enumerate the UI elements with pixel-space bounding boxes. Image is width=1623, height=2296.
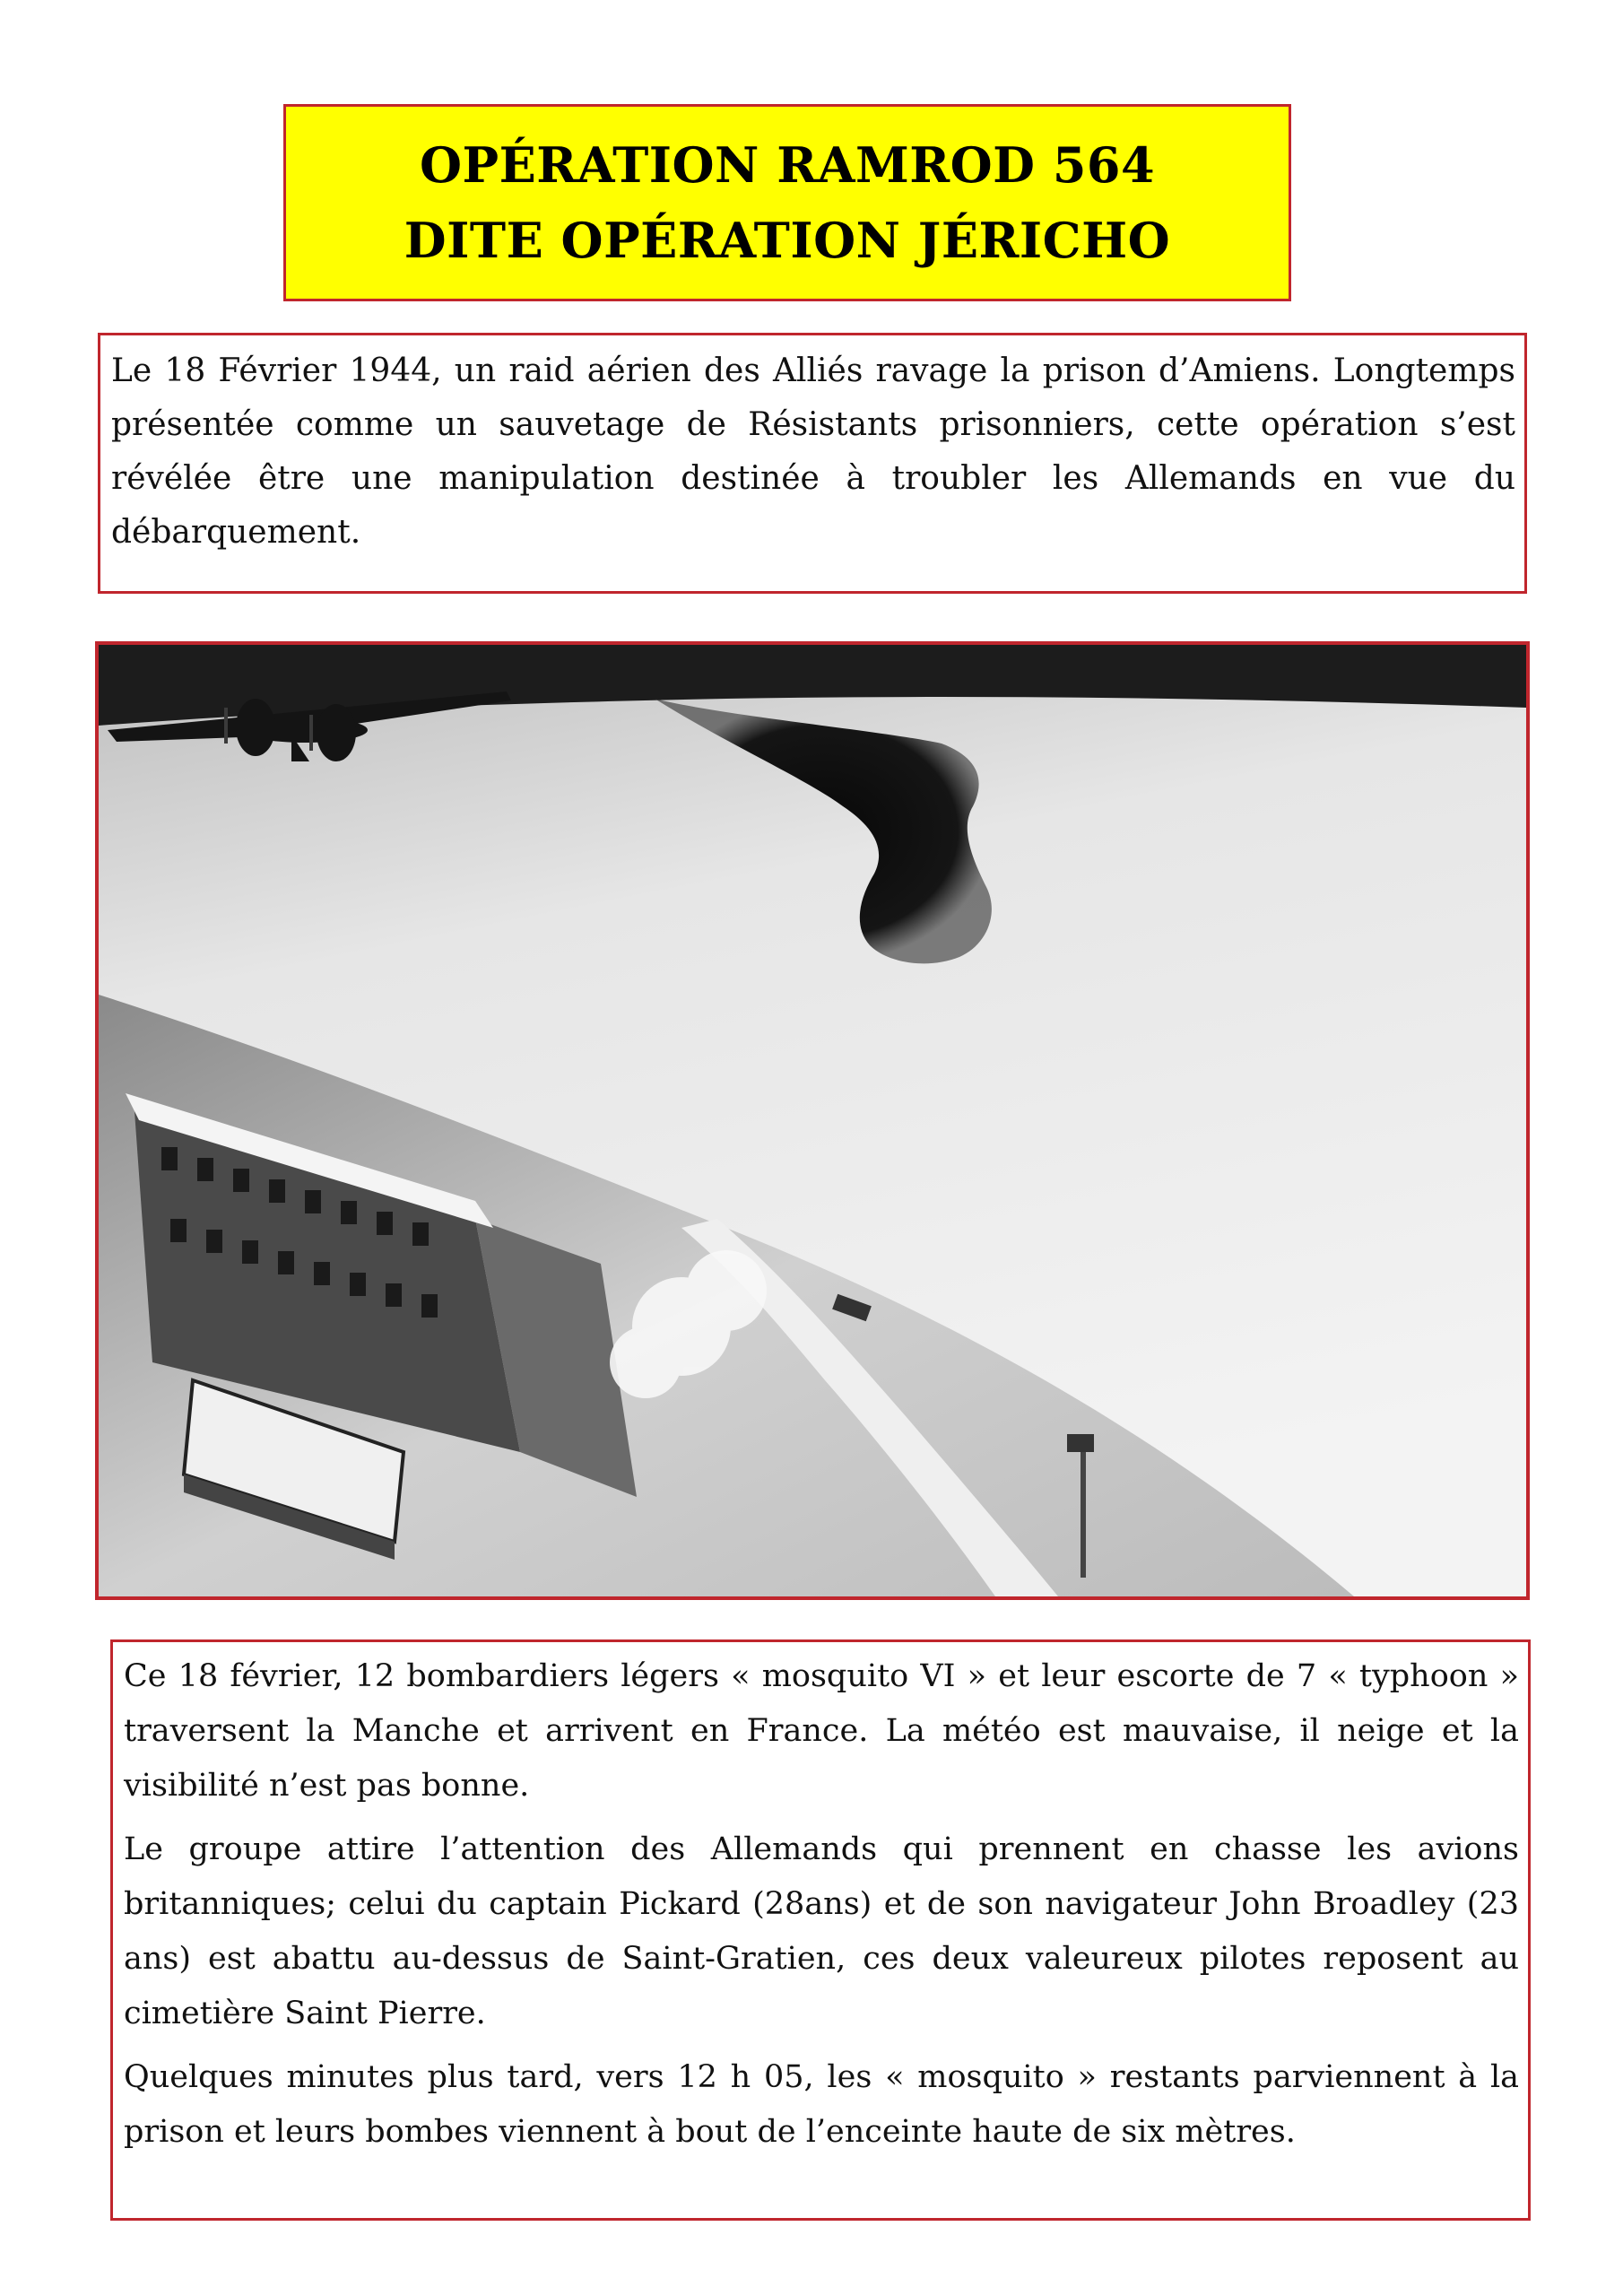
intro-box xyxy=(98,333,1527,594)
intro-paragraph: Le 18 Février 1944, un raid aérien des Alliés ravage la prison d’Amiens. Longtemps présentée comme un sauvetage de Résistants prisonniers, cette opération s’est révélée être une manipulation destinée à troubler les Allemands en vue du débarquement. xyxy=(111,352,1515,551)
body-paragraph-3: Quelques minutes plus tard, vers 12 h 05, les « mosquito » restants parviennent à la prison et leurs bombes viennent à bout de l’enceinte haute de six mètres. xyxy=(124,2059,1519,2150)
photo-illustration xyxy=(99,645,1526,1596)
body-box xyxy=(110,1639,1531,2221)
body-paragraph-1: Ce 18 février, 12 bombardiers légers « mosquito VI » et leur escorte de 7 « typhoon » traversent la Manche et arrivent en France. La météo est mauvaise, il neige et la visibilité n’est pas bonne. xyxy=(124,1658,1519,1804)
tower-pole xyxy=(1081,1452,1086,1578)
body-paragraph-2: Le groupe attire l’attention des Allemands qui prennent en chasse les avions britanniques; celui du captain Pickard (28ans) et de son navigateur John Broadley (23 ans) est abattu au-dessus de Saint-Gratien, ces deux valeureux pilotes reposent au cimetière Saint Pierre. xyxy=(124,1831,1519,2031)
title-line-1: OPÉRATION RAMROD 564 xyxy=(419,136,1156,194)
tower-top xyxy=(1067,1434,1094,1452)
title-line-2: DITE OPÉRATION JÉRICHO xyxy=(404,212,1171,269)
aerial-raid-photo xyxy=(95,641,1530,1600)
title-box xyxy=(283,104,1291,301)
